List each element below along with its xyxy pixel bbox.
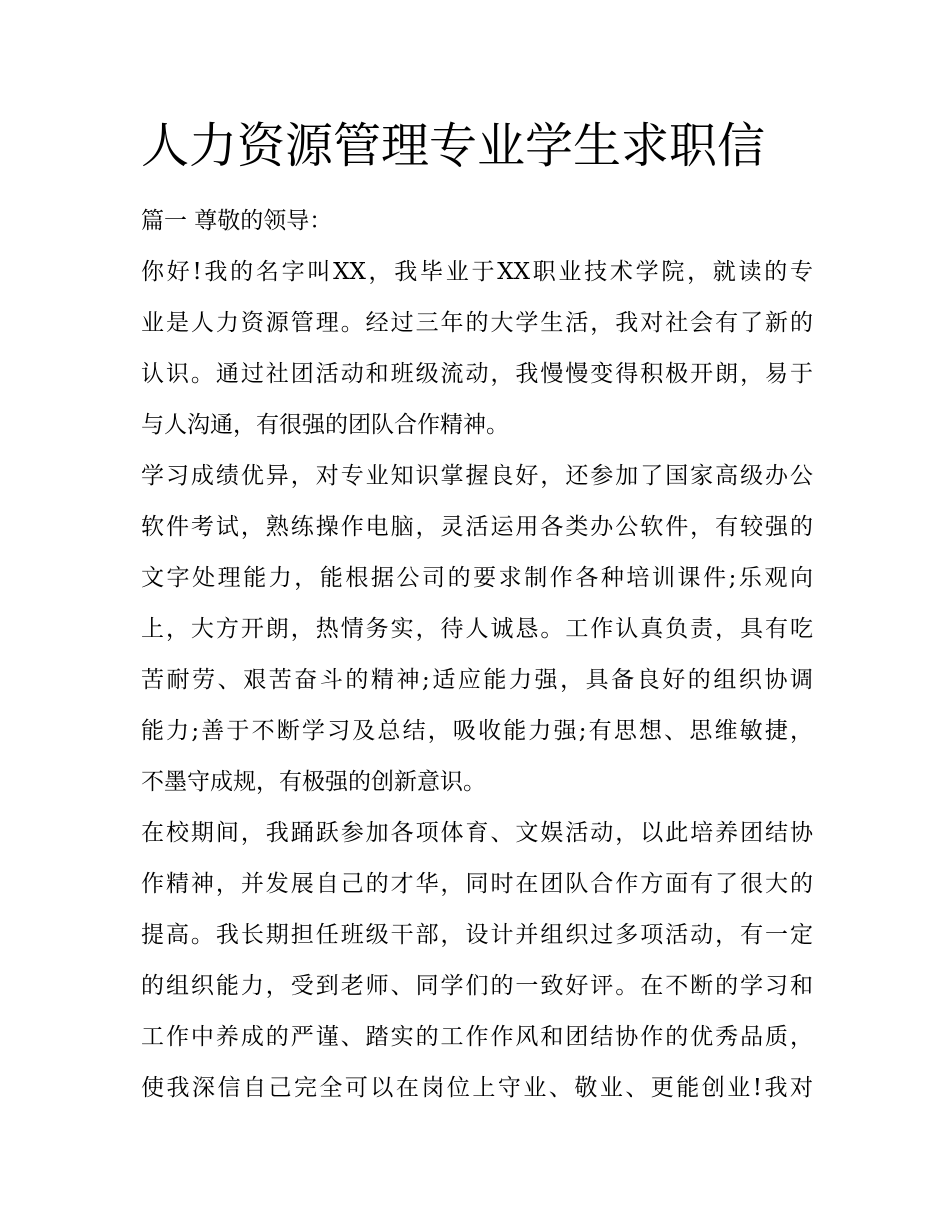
text-line: 苦耐劳、艰苦奋斗的精神;适应能力强，具备良好的组织协调: [141, 667, 813, 693]
text-line: 文字处理能力，能根据公司的要求制作各种培训课件;乐观向: [141, 565, 813, 591]
text-line: 篇一 尊敬的领导：: [141, 208, 333, 234]
text-line: 学习成绩优异，对专业知识掌握良好，还参加了国家高级办公: [141, 463, 813, 489]
text-line: 上，大方开朗，热情务实，待人诚恳。工作认真负责，具有吃: [141, 616, 813, 642]
text-line: 能力;善于不断学习及总结，吸收能力强;有思想、思维敏捷，: [141, 718, 813, 744]
letter-body: [141, 196, 813, 1114]
text-line: 认识。通过社团活动和班级流动，我慢慢变得积极开朗，易于: [141, 361, 813, 387]
text-line: 在校期间，我踊跃参加各项体育、文娱活动，以此培养团结协: [141, 820, 813, 846]
text-line: 作精神，并发展自己的才华，同时在团队合作方面有了很大的: [141, 871, 813, 897]
text-line: 你好!我的名字叫XX，我毕业于XX职业技术学院，就读的专: [141, 259, 813, 285]
text-line: 不墨守成规，有极强的创新意识。: [141, 769, 486, 795]
text-line: 使我深信自己完全可以在岗位上守业、敬业、更能创业!我对: [141, 1075, 813, 1101]
text-line: 的组织能力，受到老师、同学们的一致好评。在不断的学习和: [141, 973, 813, 999]
text-line: 提高。我长期担任班级干部，设计并组织过多项活动，有一定: [141, 922, 813, 948]
text-line: 业是人力资源管理。经过三年的大学生活，我对社会有了新的: [141, 310, 813, 336]
text-line: 软件考试，熟练操作电脑，灵活运用各类办公软件，有较强的: [141, 514, 813, 540]
document-title: 人力资源管理专业学生求职信: [141, 118, 766, 174]
text-line: 工作中养成的严谨、踏实的工作作风和团结协作的优秀品质，: [141, 1024, 813, 1050]
text-line: 与人沟通，有很强的团队合作精神。: [141, 412, 509, 438]
